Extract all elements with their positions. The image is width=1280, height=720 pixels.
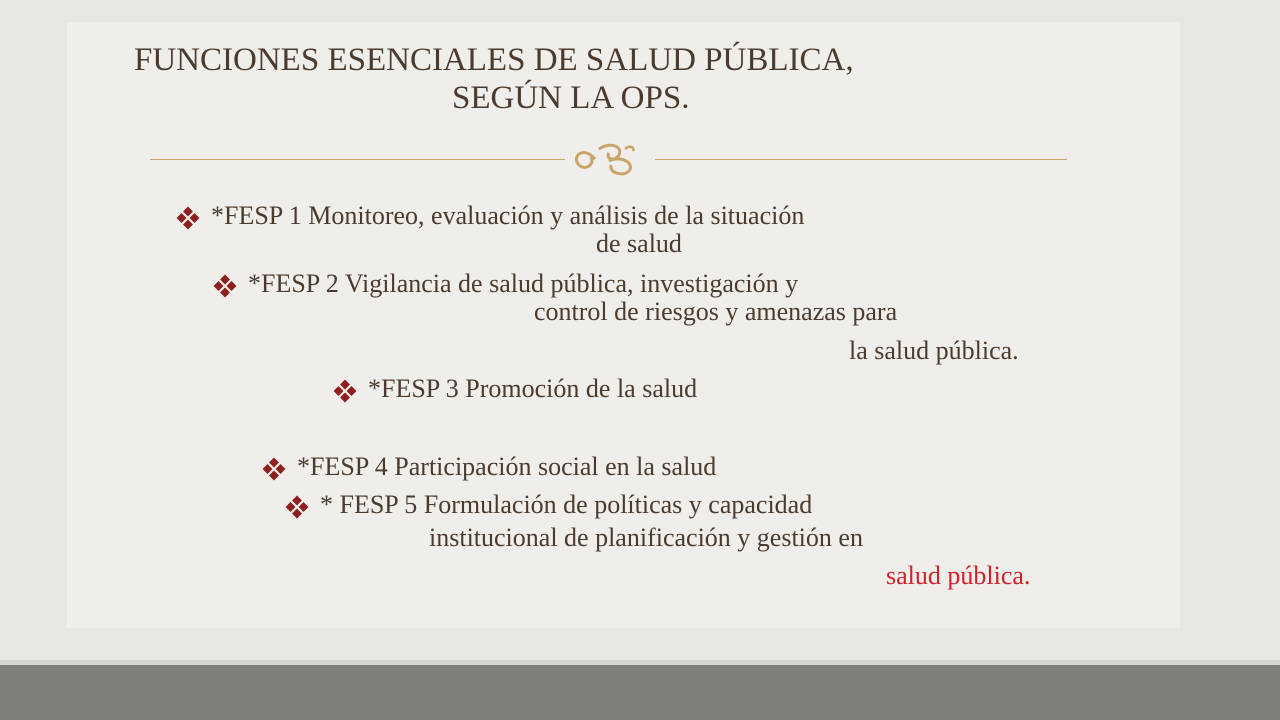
- item-text: la salud pública.: [849, 336, 1019, 365]
- list-item-fesp-5-cont-2: [886, 559, 1030, 593]
- list-item-fesp-1-cont: [596, 227, 682, 261]
- slide-title-line-1: FUNCIONES ESENCIALES DE SALUD PÚBLICA,: [134, 42, 854, 78]
- item-text: *FESP 4 Participación social en la salud: [297, 452, 717, 481]
- item-text: *FESP 3 Promoción de la salud: [368, 374, 698, 403]
- list-item-fesp-3: [332, 372, 697, 406]
- item-text: de salud: [596, 229, 682, 258]
- item-text: institucional de planificación y gestión en: [429, 523, 863, 552]
- diamond-bullet-icon: [261, 456, 287, 482]
- list-item-fesp-2-cont: [534, 295, 897, 329]
- list-item-fesp-1: [175, 199, 804, 233]
- slide-title-line-2: SEGÚN LA OPS.: [452, 80, 690, 116]
- slide: [67, 22, 1180, 628]
- list-item-fesp-4: [261, 450, 716, 484]
- diamond-bullet-icon: [332, 378, 358, 404]
- bottom-bar: [0, 665, 1280, 720]
- item-text: control de riesgos y amenazas para: [534, 297, 898, 326]
- list-item-fesp-5-cont: [429, 521, 863, 555]
- diamond-bullet-icon: [284, 494, 310, 520]
- list-item-fesp-2-cont-2: [849, 334, 1019, 368]
- item-text: *FESP 1 Monitoreo, evaluación y análisis de la situación: [211, 201, 805, 230]
- item-text: * FESP 5 Formulación de políticas y capacidad: [320, 490, 813, 519]
- diamond-bullet-icon: [212, 273, 238, 299]
- diamond-bullet-icon: [175, 205, 201, 231]
- item-text: *FESP 2 Vigilancia de salud pública, investigación y: [248, 269, 799, 298]
- item-text-highlight: salud pública.: [886, 561, 1031, 590]
- flourish-ornament-icon: [565, 135, 655, 183]
- list-item-fesp-5: [284, 488, 812, 522]
